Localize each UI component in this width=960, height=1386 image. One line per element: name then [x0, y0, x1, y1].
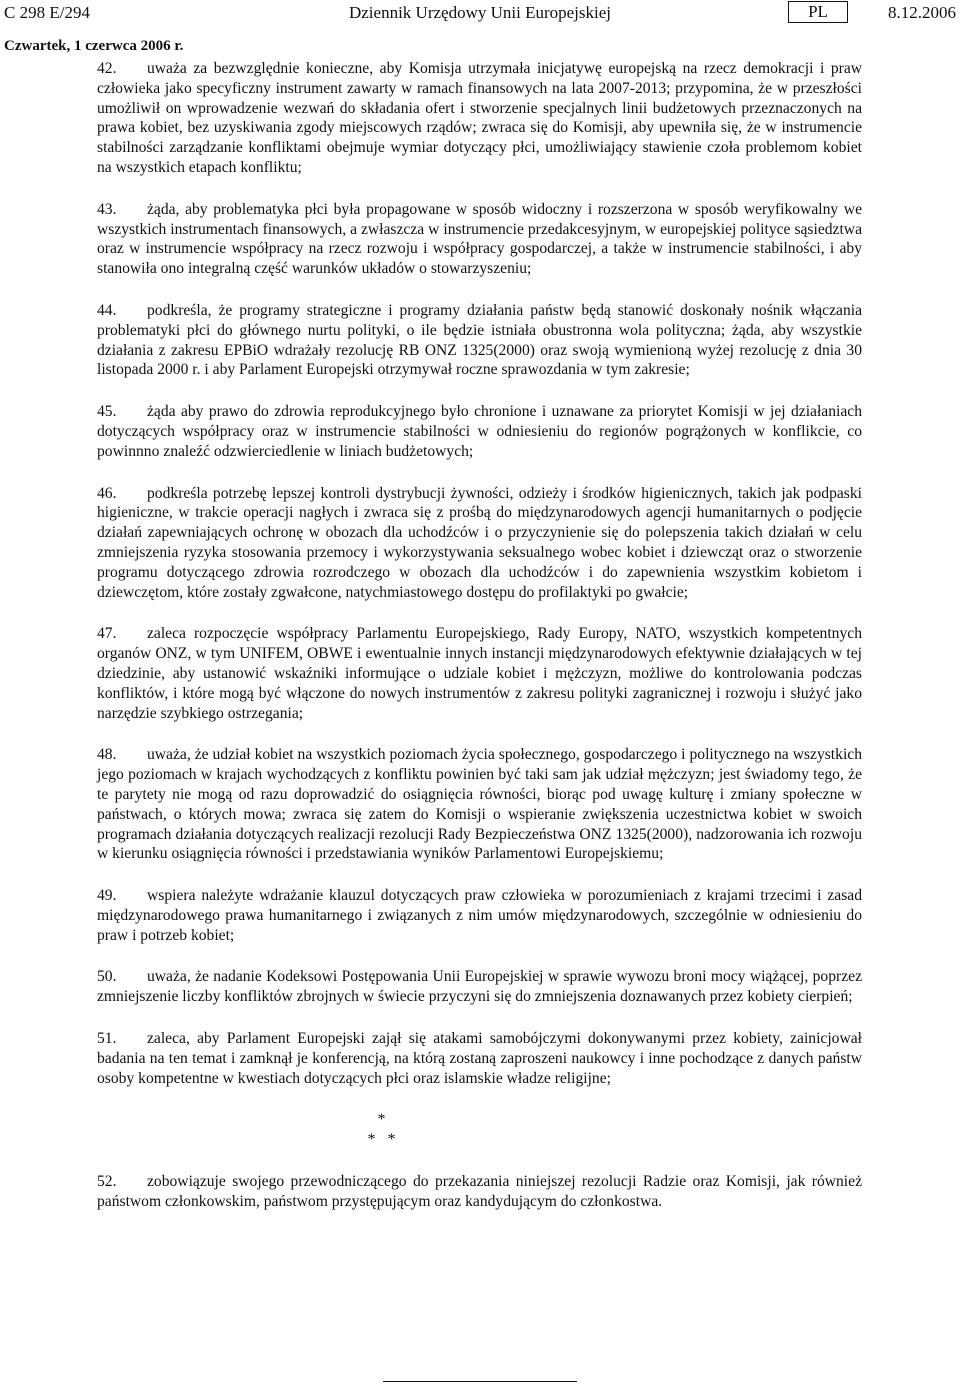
paragraph-50	[97, 967, 862, 1007]
paragraph-number: 48.	[97, 746, 117, 764]
section-separator	[0, 1110, 764, 1150]
paragraph-44	[97, 301, 862, 380]
paragraph-number: 47.	[97, 625, 117, 643]
journal-title: Dziennik Urzędowy Unii Europejskiej	[348, 3, 611, 22]
paragraph-number: 43.	[97, 200, 117, 218]
paragraph-text: zaleca rozpoczęcie współpracy Parlamentu Europejskiego, Rady Europy, NATO, wszystkich kompetentnych organów ONZ, w tym UNIFEM, OBWE i ewentualnie innych instancji międzynarodowych efektywnie działających w tej dziedzinie, aby ustanowić wskaźniki informujące o udziale kobiet i mężczyzn, możliwe do kontrolowania podczas konfliktów, i które mogą być włączone do nowych instrumentów z zakresu polityki zagranicznej i rozwoju i służyć jako narzędzie szybkiego ostrzegania;	[97, 625, 862, 722]
page-header	[0, 0, 960, 28]
paragraph-number: 45.	[97, 403, 117, 421]
paragraph-42	[97, 59, 862, 178]
paragraph-49	[97, 886, 862, 945]
separator-star-top: *	[377, 1111, 386, 1129]
paragraph-51	[97, 1029, 862, 1088]
paragraph-text: podkreśla, że programy strategiczne i programy działania państw będą stanowić doskonały nośnik włączania problematyki płci do głównego nurtu polityki, o ile będzie istniała obustronna wola polityczna; żąda, aby wszystkie działania z zakresu EPBiO wdrażały rezolucję RB ONZ 1325(2000) oraz swoją wymienioną wyżej rezolucję z dnia 30 listopada 2000 r. i aby Parlament Europejski otrzymywał roczne sprawozdania w tym zakresie;	[97, 301, 862, 379]
paragraph-46	[97, 484, 862, 603]
paragraph-text: żąda aby prawo do zdrowia reprodukcyjnego było chronione i uznawane za priorytet Komisji w jej działaniach dotyczących współpracy oraz w instrumencie stabilności w odniesieniu do regionów pogrążonych w konflikcie, co powinnno znaleźć odzwierciedlenie w liniach budżetowych;	[97, 403, 862, 460]
paragraph-number: 49.	[97, 887, 117, 905]
paragraph-text: uważa, że udział kobiet na wszystkich poziomach życia społecznego, gospodarczego i politycznego na wszystkich jego poziomach w krajach wychodzących z konfliktu powinien być taki sam jak udział mężczyzn; jest świadomy tego, że te parytety nie mogą od razu doprowadzić do osiągnięcia równości, biorąc pod uwagę kulturę i zmiany społeczne w państwach, o których mowa; zwraca się zatem do Komisji o wspieranie zwiększenia uczestnictwa kobiet w swoich programach działania dotyczących realizacji rezolucji Rady Bezpieczeństwa ONZ 1325(2000), nadzorowania ich rozwoju w kierunku osiągnięcia równości i przedstawiania wyników Parlamentowi Europejskiemu;	[97, 746, 862, 863]
journal-reference: C 298 E/294	[4, 3, 90, 22]
paragraph-text: wspiera należyte wdrażanie klauzul dotyczących praw człowieka w porozumieniach z krajami trzecimi i zasad międzynarodowego prawa humanitarnego i związanych z nim umów międzynarodowych, szczególnie w odniesieniu do praw i potrzeb kobiet;	[97, 887, 862, 944]
separator-stars-bottom: * *	[367, 1131, 396, 1149]
resolution-body	[97, 59, 862, 1234]
paragraph-number: 44.	[97, 301, 117, 319]
paragraph-48	[97, 745, 862, 864]
paragraph-text: zaleca, aby Parlament Europejski zajął się atakami samobójczymi dokonywanymi przez kobiety, zainicjował badania na ten temat i zamknął je konferencją, na którą zostaną zaproszeni naukowcy i inne pochodzące z danych państw osoby kompetentne w kwestiach dotyczących płci oraz islamskie władze religijne;	[97, 1030, 862, 1087]
paragraph-number: 46.	[97, 484, 117, 502]
paragraph-text: uważa za bezwzględnie konieczne, aby Komisja utrzymała inicjatywę europejską na rzecz demokracji i praw człowieka jako specyficzny instrument zawarty w ramach finansowych na lata 2007-2013; przypomina, że w przeszłości umożliwił on wprowadzenie wezwań do składania ofert i stworzenie specjalnych linii budżetowych przeznaczonych na prawa kobiet, bez uzyskiwania zgody miejscowych rządów; zwraca się do Komisji, aby upewniła się, że w instrumencie stabilności zarządzanie konfliktami obejmuje wymiar dotyczący płci, umożliwiający stawienie czoła problemom kobiet na wszystkich etapach konfliktu;	[97, 60, 862, 176]
paragraph-text: zobowiązuje swojego przewodniczącego do przekazania niniejszej rezolucji Radzie oraz Komisji, jak również państwom członkowskim, państwom przystępującym oraz kandydującym do członkostwa.	[97, 1173, 862, 1211]
language-badge: PL	[788, 1, 848, 23]
paragraph-47	[97, 624, 862, 723]
paragraph-43	[97, 200, 862, 279]
footer-rule	[383, 1381, 577, 1382]
sitting-date: Czwartek, 1 czerwca 2006 r.	[4, 38, 184, 54]
paragraph-text: żąda, aby problematyka płci była propagowane w sposób widoczny i rozszerzona w sposób weryfikowalny we wszystkich instrumentach finansowych, a zwłaszcza w instrumencie przedakcesyjnym, w europejskiej polityce sąsiedztwa oraz w instrumencie współpracy na rzecz rozwoju i współpracy gospodarczej, a także w instrumencie stabilności, i aby stanowiła ono integralną część warunków układów o stowarzyszeniu;	[97, 200, 862, 278]
publication-date: 8.12.2006	[888, 3, 956, 22]
paragraph-text: uważa, że nadanie Kodeksowi Postępowania Unii Europejskiej w sprawie wywozu broni mocy wiążącej, poprzez zmniejszenie liczby konfliktów zbrojnych w świecie przyczyni się do zmniejszenia doznawanych przez kobiety cierpień;	[97, 968, 862, 1006]
paragraph-number: 42.	[97, 60, 117, 77]
paragraph-number: 52.	[97, 1173, 117, 1191]
paragraph-number: 50.	[97, 968, 117, 986]
paragraph-number: 51.	[97, 1030, 117, 1048]
paragraph-45	[97, 402, 862, 461]
paragraph-52	[97, 1172, 862, 1212]
paragraph-text: podkreśla potrzebę lepszej kontroli dystrybucji żywności, odzieży i środków higienicznych, takich jak podpaski higieniczne, w trakcie operacji nagłych i zwraca się z prośbą do międzynarodowych agencji humanitarnych o podjęcie działań zapewniających ochronę w obozach dla uchodźców i o przyczynienie się do polepszenia takich działań w celu zmniejszenia ryzyka stosowania przemocy i wykorzystywania seksualnego wobec kobiet i dziewcząt oraz o stworzenie programu dotyczącego zdrowia rozrodczego w obozach dla uchodźców i do zapewnienia wszystkim kobietom i dziewczętom, które zostały zgwałcone, natychmiastowego dostępu do profilaktyki po gwałcie;	[97, 484, 862, 601]
